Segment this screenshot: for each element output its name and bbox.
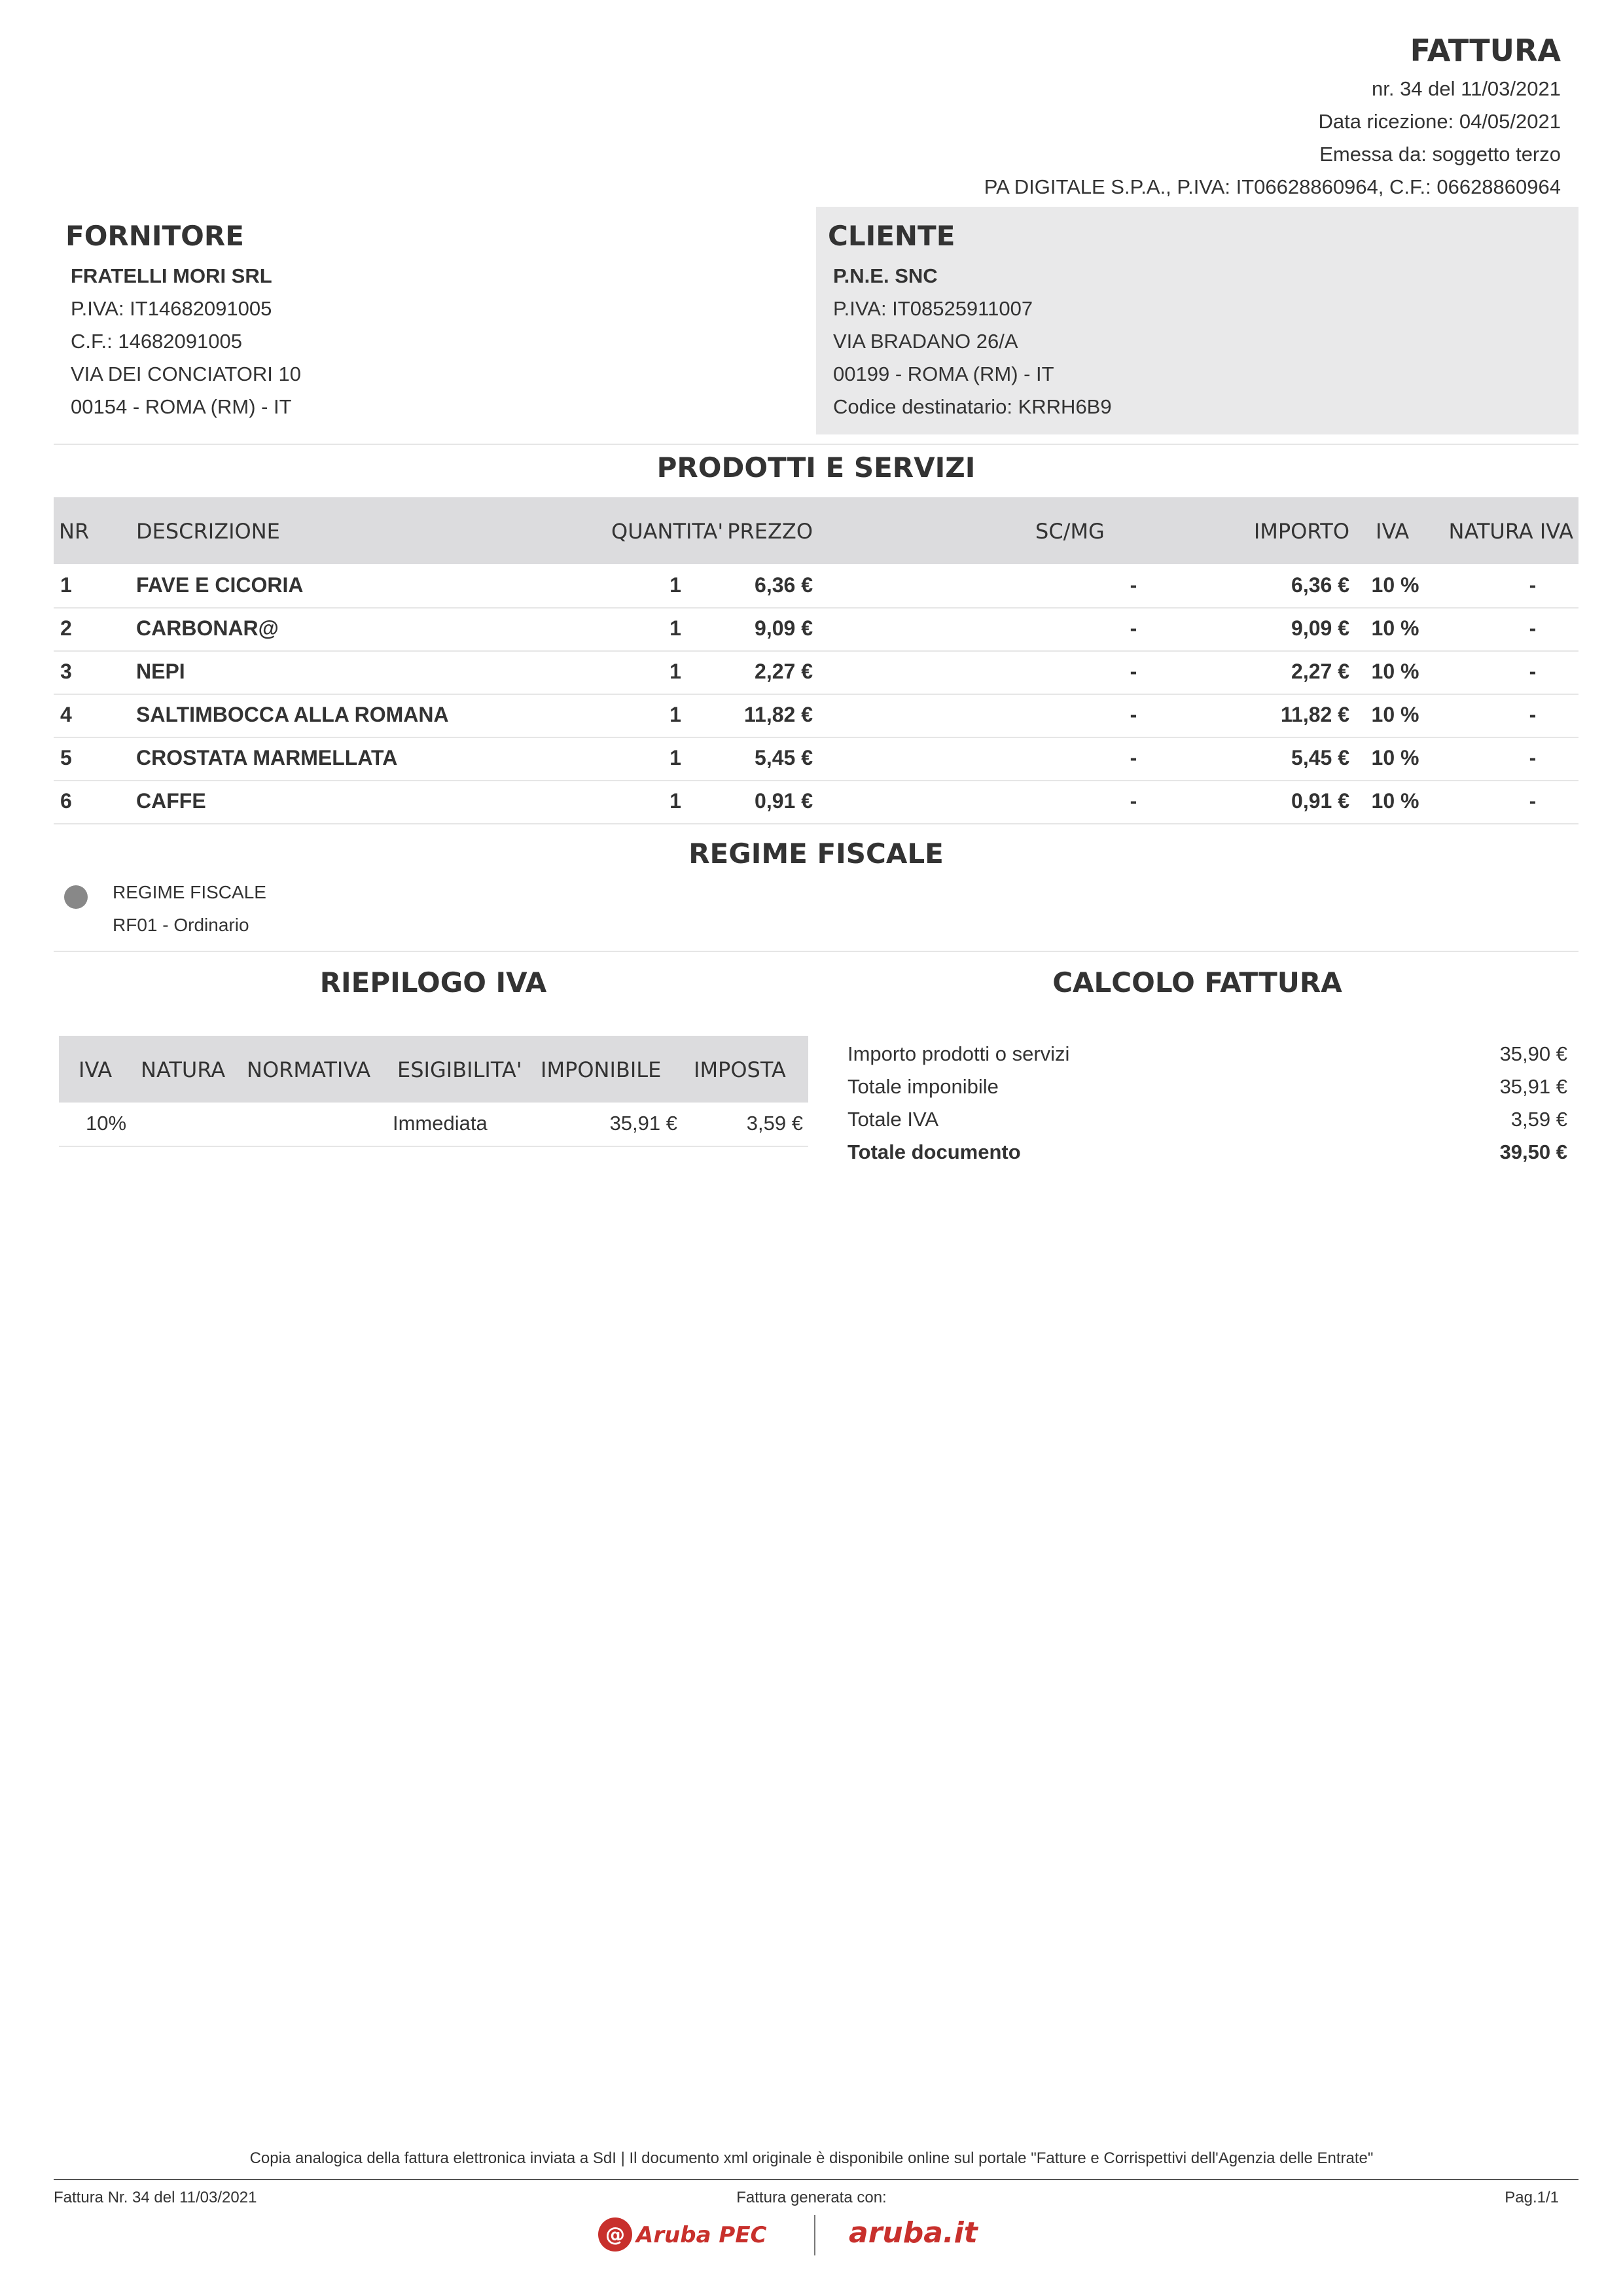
vat-chargeability: Immediata — [393, 1112, 488, 1135]
product-discount: - — [1130, 746, 1137, 769]
product-price: 6,36 € — [755, 573, 813, 597]
product-discount: - — [1130, 789, 1137, 813]
product-nr: 3 — [60, 660, 72, 683]
regime-value: RF01 - Ordinario — [113, 915, 249, 935]
svg-text:@: @ — [605, 2223, 625, 2246]
calc-value: 3,59 € — [1510, 1108, 1567, 1131]
aruba-pec-text: Aruba PEC — [636, 2222, 767, 2248]
product-vat-nature: - — [1529, 616, 1537, 640]
document-title: FATTURA — [1410, 33, 1561, 68]
calc-label: Importo prodotti o servizi — [847, 1042, 1070, 1065]
calc-total-row — [847, 1140, 1567, 1173]
vat-summary-header — [59, 1036, 808, 1103]
product-quantity: 1 — [669, 616, 681, 640]
client-vat: P.IVA: IT08525911007 — [833, 297, 1033, 320]
product-vat: 10 % — [1371, 703, 1419, 726]
product-discount: - — [1130, 703, 1137, 726]
product-quantity: 1 — [669, 789, 681, 813]
product-amount: 9,09 € — [1291, 616, 1349, 640]
product-vat: 10 % — [1371, 660, 1419, 683]
calc-total-label: Totale documento — [847, 1140, 1021, 1163]
client-name: P.N.E. SNC — [833, 264, 938, 287]
product-row — [54, 694, 1578, 738]
product-amount: 5,45 € — [1291, 746, 1349, 769]
product-nr: 5 — [60, 746, 72, 769]
calc-row — [847, 1108, 1567, 1140]
calc-value: 35,91 € — [1499, 1075, 1567, 1098]
aruba-logos — [589, 2208, 995, 2261]
product-discount: - — [1130, 573, 1137, 597]
supplier-tax-code: C.F.: 14682091005 — [71, 330, 242, 353]
product-description: SALTIMBOCCA ALLA ROMANA — [136, 703, 449, 726]
calc-row — [847, 1075, 1567, 1108]
client-recipient-code: Codice destinatario: KRRH6B9 — [833, 395, 1112, 418]
col-amount: IMPORTO — [1253, 519, 1349, 544]
calc-label: Totale IVA — [847, 1108, 939, 1131]
product-nr: 4 — [60, 703, 72, 726]
calc-value: 35,90 € — [1499, 1042, 1567, 1065]
product-price: 2,27 € — [755, 660, 813, 683]
invoice-calc-title: CALCOLO FATTURA — [1052, 966, 1342, 998]
calc-row — [847, 1042, 1567, 1075]
col-price: PREZZO — [727, 519, 813, 544]
footer-page-number: Pag.1/1 — [1505, 2189, 1559, 2206]
product-amount: 11,82 € — [1281, 703, 1349, 726]
regime-section-title: REGIME FISCALE — [688, 838, 944, 870]
product-nr: 1 — [60, 573, 72, 597]
product-nr: 2 — [60, 616, 72, 640]
col-chargeability: ESIGIBILITA' — [397, 1057, 522, 1082]
product-vat: 10 % — [1371, 573, 1419, 597]
product-price: 0,91 € — [755, 789, 813, 813]
col-regulation: NORMATIVA — [247, 1057, 371, 1082]
col-discount: SC/MG — [1035, 519, 1105, 544]
supplier-box — [54, 207, 787, 434]
issued-by: Emessa da: soggetto terzo — [1319, 143, 1561, 166]
calc-total-value: 39,50 € — [1499, 1140, 1567, 1163]
product-price: 9,09 € — [755, 616, 813, 640]
regime-label: REGIME FISCALE — [113, 882, 266, 902]
col-nr: NR — [59, 519, 90, 544]
supplier-title: FORNITORE — [65, 220, 244, 252]
product-vat-nature: - — [1529, 573, 1537, 597]
reception-date: Data ricezione: 04/05/2021 — [1318, 110, 1561, 133]
col-vat: IVA — [1376, 519, 1410, 544]
footer-generated-with: Fattura generata con: — [736, 2189, 887, 2206]
col-taxable: IMPONIBILE — [541, 1057, 662, 1082]
divider — [54, 951, 1578, 952]
calc-label: Totale imponibile — [847, 1075, 999, 1098]
supplier-city: 00154 - ROMA (RM) - IT — [71, 395, 292, 418]
vat-summary-row — [59, 1103, 808, 1147]
product-vat-nature: - — [1529, 660, 1537, 683]
col-quantity: QUANTITA' — [611, 519, 724, 544]
product-amount: 0,91 € — [1291, 789, 1349, 813]
col-nature: NATURA — [141, 1057, 226, 1082]
client-city: 00199 - ROMA (RM) - IT — [833, 362, 1054, 385]
product-row — [54, 607, 1578, 652]
product-row — [54, 780, 1578, 824]
col-vat-nature: NATURA IVA — [1448, 519, 1573, 544]
product-vat-nature: - — [1529, 789, 1537, 813]
vat-summary-title: RIEPILOGO IVA — [319, 966, 547, 998]
product-quantity: 1 — [669, 573, 681, 597]
footer-note: Copia analogica della fattura elettronica inviata a SdI | Il documento xml originale è disponibile online sul portale "Fatture e Corrispettivi dell'Agenzia delle Entrate" — [249, 2149, 1374, 2167]
product-vat: 10 % — [1371, 616, 1419, 640]
product-vat-nature: - — [1529, 746, 1537, 769]
product-description: NEPI — [136, 660, 185, 683]
vat-rate: 10% — [86, 1112, 127, 1135]
col-description: DESCRIZIONE — [136, 519, 280, 544]
product-vat: 10 % — [1371, 746, 1419, 769]
products-section-title: PRODOTTI E SERVIZI — [656, 451, 976, 484]
footer-invoice-ref: Fattura Nr. 34 del 11/03/2021 — [54, 2189, 257, 2206]
product-quantity: 1 — [669, 746, 681, 769]
product-description: CAFFE — [136, 789, 206, 813]
product-description: CROSTATA MARMELLATA — [136, 746, 398, 769]
product-description: FAVE E CICORIA — [136, 573, 304, 597]
vat-taxable: 35,91 € — [609, 1112, 677, 1135]
supplier-name: FRATELLI MORI SRL — [71, 264, 272, 287]
product-amount: 6,36 € — [1291, 573, 1349, 597]
client-box — [816, 207, 1578, 434]
product-price: 11,82 € — [744, 703, 813, 726]
client-title: CLIENTE — [828, 220, 955, 252]
issuer-details: PA DIGITALE S.P.A., P.IVA: IT06628860964, C.F.: 06628860964 — [984, 175, 1561, 198]
product-row — [54, 650, 1578, 695]
supplier-address: VIA DEI CONCIATORI 10 — [71, 362, 302, 385]
product-amount: 2,27 € — [1291, 660, 1349, 683]
col-vat: IVA — [79, 1057, 113, 1082]
invoice-number: nr. 34 del 11/03/2021 — [1371, 77, 1561, 100]
product-discount: - — [1130, 616, 1137, 640]
col-tax: IMPOSTA — [694, 1057, 786, 1082]
footer-divider — [54, 2179, 1578, 2180]
divider — [54, 444, 1578, 445]
product-description: CARBONAR@ — [136, 616, 279, 640]
products-table-header — [54, 497, 1578, 564]
logos — [589, 2208, 995, 2261]
product-nr: 6 — [60, 789, 72, 813]
product-price: 5,45 € — [755, 746, 813, 769]
client-address: VIA BRADANO 26/A — [833, 330, 1018, 353]
product-quantity: 1 — [669, 703, 681, 726]
product-discount: - — [1130, 660, 1137, 683]
product-row — [54, 564, 1578, 609]
product-vat-nature: - — [1529, 703, 1537, 726]
vat-tax: 3,59 € — [746, 1112, 803, 1135]
aruba-pec-logo — [598, 2217, 767, 2252]
supplier-vat: P.IVA: IT14682091005 — [71, 297, 272, 320]
aruba-it-logo: aruba.it — [849, 2216, 978, 2250]
product-vat: 10 % — [1371, 789, 1419, 813]
product-quantity: 1 — [669, 660, 681, 683]
bullet-icon — [64, 885, 88, 909]
product-row — [54, 737, 1578, 781]
